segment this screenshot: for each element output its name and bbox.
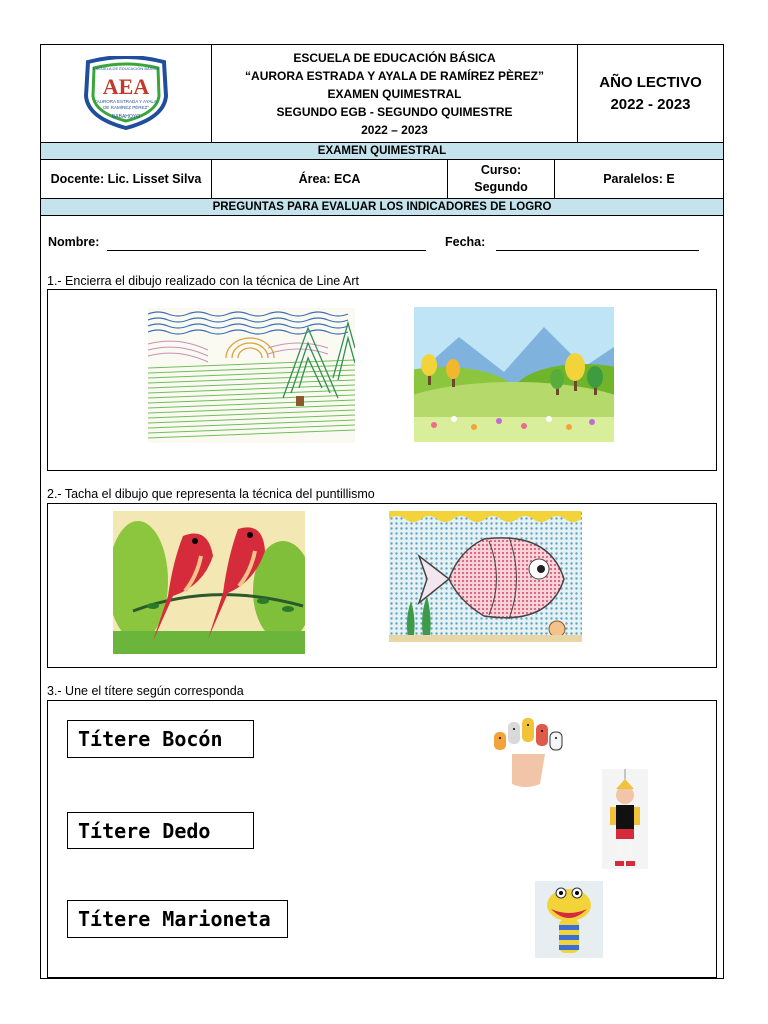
line-art-drawing[interactable] — [148, 308, 355, 443]
question-1: 1.- Encierra el dibujo realizado con la técnica de Line Art — [47, 274, 359, 288]
title-line-1: ESCUELA DE EDUCACIÓN BÁSICA — [293, 51, 496, 65]
logo-ring-text: ESCUELA DE EDUCACIÓN BÁSICA — [92, 66, 160, 71]
finger-puppets-image[interactable] — [490, 714, 566, 790]
curso-cell — [448, 160, 555, 198]
indicators-band: PREGUNTAS PARA EVALUAR LOS INDICADORES DE LOGRO — [41, 199, 723, 216]
nombre-label: Nombre: — [48, 235, 100, 249]
header — [41, 45, 723, 143]
fecha-field[interactable] — [496, 250, 699, 251]
logo-letters: AEA — [102, 74, 150, 99]
school-logo — [78, 56, 174, 130]
question-2: 2.- Tacha el dibujo que representa la técnica del puntillismo — [47, 487, 375, 501]
info-row — [41, 160, 723, 199]
question-1-box — [47, 289, 717, 471]
paralelos-cell: Paralelos: E — [603, 171, 675, 186]
puppet-bocon-label[interactable]: Títere Bocón — [67, 720, 254, 758]
pointillism-fish-drawing[interactable] — [389, 511, 582, 642]
school-title — [212, 45, 578, 143]
title-line-3: EXAMEN QUIMESTRAL — [327, 87, 462, 101]
fecha-label: Fecha: — [445, 235, 486, 249]
logo-cell — [41, 45, 212, 143]
nombre-field[interactable] — [107, 250, 426, 251]
school-year — [578, 45, 723, 143]
marionette-image[interactable] — [602, 769, 648, 869]
curso-value: Segundo — [474, 180, 528, 194]
logo-inner-text-2: DE RAMÍREZ PÈREZ" — [103, 105, 149, 110]
mouth-puppet-image[interactable] — [535, 881, 603, 958]
exam-band: EXAMEN QUIMESTRAL — [41, 143, 723, 160]
puppet-dedo-label[interactable]: Títere Dedo — [67, 812, 254, 849]
exam-sheet — [40, 44, 724, 979]
year-value: 2022 - 2023 — [610, 96, 691, 113]
title-line-2: “AURORA ESTRADA Y AYALA DE RAMÍREZ PÈREZ” — [245, 69, 544, 83]
docente-cell: Docente: Lic. Lisset Silva — [41, 160, 212, 198]
curso-label: Curso: — [480, 163, 522, 177]
logo-city: BABAHOYO — [111, 114, 141, 120]
title-line-4: SEGUNDO EGB - SEGUNDO QUIMESTRE — [276, 105, 513, 119]
question-2-box — [47, 503, 717, 668]
title-line-5: 2022 – 2023 — [361, 123, 428, 137]
birds-drawing[interactable] — [113, 511, 305, 654]
year-label: AÑO LECTIVO — [599, 74, 702, 91]
area-cell: Área: ECA — [212, 160, 448, 198]
question-3-box — [47, 700, 717, 978]
question-3: 3.- Une el títere según corresponda — [47, 684, 244, 698]
logo-inner-text-1: "AURORA ESTRADA Y AYALA — [95, 99, 157, 104]
colored-landscape-drawing[interactable] — [414, 307, 614, 442]
puppet-marioneta-label[interactable]: Títere Marioneta — [67, 900, 288, 938]
